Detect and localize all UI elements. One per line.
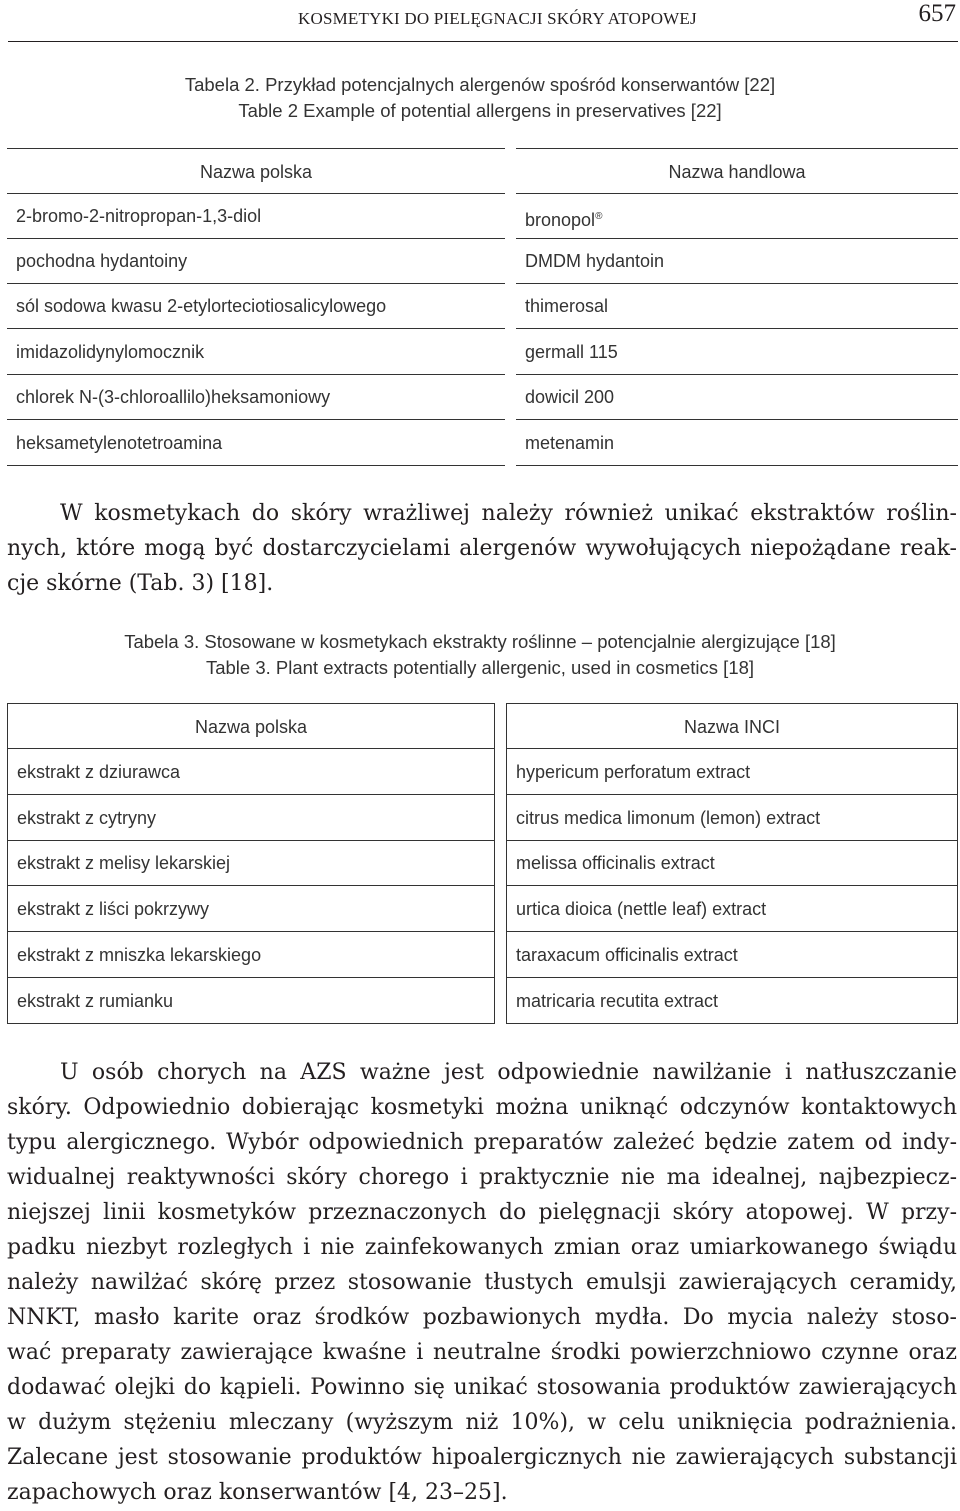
table2-caption-en: Table 2 Example of potential allergens in preservatives [22] [238,100,722,121]
table3-row-3-polish: ekstrakt z melisy lekarskiej [7,840,495,886]
paragraph1-line: nych, które mogą być dostarczycielami alergenów wywołujących niepożądane reak- [7,536,957,561]
paragraph2-line: widualnej reaktywności skóry chorego i praktycznie nie ma idealnej, najbezpiecz- [7,1165,957,1190]
table2-row-5-polish: chlorek N-(3-chloroallilo)heksamoniowy [7,375,505,420]
table2-row-3-trade: thimerosal [516,284,958,329]
table2-row-2-trade: DMDM hydantoin [516,239,958,284]
table3-row-1-inci: hypericum perforatum extract [506,749,958,795]
table3-row-4-inci: urtica dioica (nettle leaf) extract [506,886,958,932]
table3-row-6-polish: ekstrakt z rumianku [7,978,495,1024]
table2-row-2-polish: pochodna hydantoiny [7,239,505,284]
running-header [8,0,958,42]
running-title: KOSMETYKI DO PIELĘGNACJI SKÓRY ATOPOWEJ [298,9,697,28]
table2-row-4-polish: imidazolidynylomocznik [7,330,505,375]
table3-row-5-polish: ekstrakt z mniszka lekarskiego [7,932,495,978]
table2-header-polish-name: Nazwa polska [7,148,505,194]
table2-caption-pl: Tabela 2. Przykład potencjalnych alergenów spośród konserwantów [22] [184,74,776,95]
table2-row-3-polish: sól sodowa kwasu 2-etylorteciotiosalicylowego [7,284,505,329]
paragraph2-line: U osób chorych na AZS ważne jest odpowiednie nawilżanie i natłuszczanie [60,1060,957,1085]
paragraph2-line: niejszej linii kosmetyków przeznaczonych do pielęgnacji skóry atopowej. W przy- [7,1200,957,1225]
table3-row-4-polish: ekstrakt z liści pokrzywy [7,886,495,932]
paragraph2-line: dodawać olejki do kąpieli. Powinno się unikać stosowania produktów zawierających [7,1375,957,1400]
table3-caption [0,629,960,681]
table2-row-1-trade: bronopol® [516,194,958,239]
paragraph-plant-extracts [7,496,957,601]
table3 [7,703,958,1024]
table2-row-6-trade: metenamin [516,421,958,466]
table2-caption [0,72,960,124]
table3-header-inci-name: Nazwa INCI [506,703,958,749]
table3-row-1-polish: ekstrakt z dziurawca [7,749,495,795]
table3-row-3-inci: melissa officinalis extract [506,840,958,886]
paragraph2-line: zapachowych oraz konserwantów [4, 23–25]. [7,1480,508,1505]
paragraph2-line: Zalecane jest stosowanie produktów hipoalergicznych nie zawierających substancji [7,1445,957,1470]
table3-row-5-inci: taraxacum officinalis extract [506,932,958,978]
table2-header-trade-name: Nazwa handlowa [516,148,958,194]
paragraph2-line: w dużym stężeniu mleczany (wyższym niż 10%), w celu uniknięcia podrażnienia. [7,1410,957,1435]
table2-row-4-trade: germall 115 [516,330,958,375]
paragraph2-line: typu alergicznego. Wybór odpowiednich preparatów zależeć będzie zatem od indy- [7,1130,957,1155]
table2-row-1-polish: 2-bromo-2-nitropropan-1,3-diol [7,194,505,239]
paragraph2-line: skóry. Odpowiednio dobierając kosmetyki można uniknąć odczynów kontaktowych [7,1095,957,1120]
paragraph2-line: padku niezbyt rozległych i nie zainfekowanych zmian oraz umiarkowanego świądu [7,1235,957,1260]
table3-row-2-polish: ekstrakt z cytryny [7,795,495,841]
table3-caption-en: Table 3. Plant extracts potentially allergenic, used in cosmetics [18] [205,657,755,678]
paragraph1-line: W kosmetykach do skóry wrażliwej należy również unikać ekstraktów roślin- [60,501,957,526]
paragraph2-line: NNKT, masło karite oraz środków pozbawionych mydła. Do mycia należy stoso- [7,1305,957,1330]
paragraph2-line: należy nawilżać skórę przez stosowanie tłustych emulsji zawierających ceramidy, [7,1270,957,1295]
table2-row-6-polish: heksametylenotetroamina [7,421,505,466]
page-number: 657 [918,0,956,27]
paragraph2-line: wać preparaty zawierające kwaśne i neutralne środki powierzchniowo czynne oraz [7,1340,957,1365]
table3-row-6-inci: matricaria recutita extract [506,978,958,1024]
paragraph-atopic-care [7,1055,957,1510]
table3-row-2-inci: citrus medica limonum (lemon) extract [506,795,958,841]
paragraph1-line: cje skórne (Tab. 3) [18]. [7,571,274,596]
table3-header-polish-name: Nazwa polska [7,703,495,749]
table2-row-5-trade: dowicil 200 [516,375,958,420]
table3-caption-pl: Tabela 3. Stosowane w kosmetykach ekstrakty roślinne – potencjalnie alergizujące [18] [124,631,836,652]
